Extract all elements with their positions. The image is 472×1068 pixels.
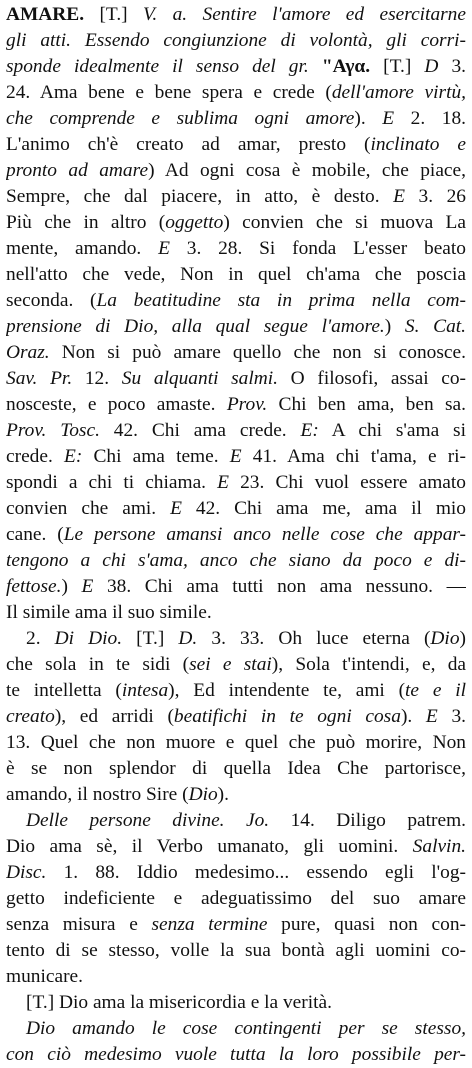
- text-run: V. a. Sentire l'amore ed esercitarne: [143, 4, 466, 25]
- text-run: Non si può amare quello che non si conosce.: [49, 342, 466, 363]
- text-run: pronto ad amare: [6, 160, 149, 181]
- text-run: 12.: [72, 368, 122, 389]
- text-line: [6, 938, 466, 964]
- text-run: ), Ed intendente te, ami (: [168, 680, 406, 701]
- text-run: Prov. Tosc.: [6, 420, 100, 441]
- text-run: 41. Ama chi t'ama, e ri-: [241, 446, 466, 467]
- text-run: Chi ben ama, ben sa.: [267, 394, 466, 415]
- text-run: 3. 28. Si fonda L'esser beato: [169, 238, 466, 259]
- text-line: [6, 2, 466, 28]
- text-run: 13. Quel che non muore e quel che può morire, Non: [6, 732, 466, 753]
- text-run: [T.]: [122, 628, 179, 649]
- text-run: D: [424, 56, 439, 77]
- text-run: Più che in altro (: [6, 212, 166, 233]
- text-run: prensione di Dio, alla qual segue l'amore.: [6, 316, 385, 337]
- text-line: [6, 132, 466, 158]
- text-line: [6, 184, 466, 210]
- text-line: [6, 314, 466, 340]
- text-run: oggetto: [165, 212, 224, 233]
- text-run: cane. (: [6, 524, 64, 545]
- text-run: 3. 26: [405, 186, 466, 207]
- text-run: La beatitudine sta in prima nella com-: [96, 290, 466, 311]
- text-run: nell'atto che vede, Non in quel ch'ama che poscia: [6, 264, 466, 285]
- text-run: Di Dio.: [54, 628, 123, 649]
- text-run: E: [425, 706, 438, 727]
- text-run: dell'amore virtù,: [331, 82, 466, 103]
- text-line: [6, 574, 466, 600]
- text-line: [6, 522, 466, 548]
- text-run: te intelletta (: [6, 680, 122, 701]
- text-line: [6, 158, 466, 184]
- text-run: Le persone amansi anco nelle cose che appar-: [63, 524, 466, 545]
- text-line: [6, 236, 466, 262]
- text-run: "Αγα.: [321, 56, 371, 77]
- text-run: E: [170, 498, 182, 519]
- text-line: [6, 470, 466, 496]
- text-run: [225, 810, 246, 831]
- text-run: ) convien che si muova La: [223, 212, 466, 233]
- text-line: [6, 704, 466, 730]
- text-line: [6, 1042, 466, 1068]
- text-line: [6, 262, 466, 288]
- headword: AMARE.: [6, 4, 85, 25]
- text-run: gli atti. Essendo congiunzione di volontà, gli corri-: [6, 30, 466, 51]
- text-run: E: [382, 108, 395, 129]
- text-run: Jo.: [246, 810, 270, 831]
- text-run: che sola in te sidi (: [6, 654, 190, 675]
- text-line: [6, 54, 466, 80]
- text-run: 42. Chi ama crede.: [99, 420, 301, 441]
- text-line: [6, 444, 466, 470]
- text-run: 2.: [26, 628, 55, 649]
- text-run: Dio: [430, 628, 460, 649]
- text-line: [6, 678, 466, 704]
- text-run: fettose.: [6, 576, 62, 597]
- text-run: Oraz.: [6, 342, 50, 363]
- text-run: te e il: [405, 680, 466, 701]
- text-run: 23. Chi vuol essere amato: [229, 472, 466, 493]
- text-line: [6, 392, 466, 418]
- text-run: A chi s'ama si: [318, 420, 466, 441]
- text-run: 42. Chi ama me, ama il mio: [181, 498, 466, 519]
- text-line: [6, 834, 466, 860]
- text-run: creato: [6, 706, 55, 727]
- text-run: Il simile ama il suo simile.: [6, 602, 212, 623]
- text-run: [T.]: [370, 56, 425, 77]
- text-line: [6, 808, 466, 834]
- text-run: O filosofi, assai co-: [278, 368, 466, 389]
- text-run: Dio ama sè, il Verbo umanato, gli uomini.: [6, 836, 413, 857]
- text-line: [6, 860, 466, 886]
- text-line: [6, 496, 466, 522]
- text-run: seconda. (: [6, 290, 97, 311]
- text-run: [T.] Dio ama la misericordia e la verità.: [26, 992, 332, 1013]
- text-run: tengono a chi s'ama, anco che siano da poco e di-: [6, 550, 466, 571]
- text-run: 14. Diligo patrem.: [269, 810, 466, 831]
- text-run: che comprende e sublima ogni amore: [6, 108, 355, 129]
- text-run: tento di se stesso, volle la sua bontà agli uomini co-: [6, 940, 466, 961]
- text-line: [6, 626, 466, 652]
- text-run: senza termine: [151, 914, 268, 935]
- text-run: Prov.: [226, 394, 268, 415]
- text-run: ).: [217, 784, 229, 805]
- text-run: 2. 18.: [394, 108, 466, 129]
- text-run: ): [459, 628, 466, 649]
- text-line: [6, 600, 466, 626]
- text-line: [6, 366, 466, 392]
- text-run: ).: [354, 108, 383, 129]
- text-run: getto indeficiente e adeguatissimo del suo amare: [6, 888, 466, 909]
- text-run: Disc.: [6, 862, 47, 883]
- text-run: ): [384, 316, 405, 337]
- text-run: D.: [178, 628, 198, 649]
- text-line: [6, 340, 466, 366]
- text-run: [T.]: [84, 4, 144, 25]
- text-line: [6, 756, 466, 782]
- text-line: [6, 964, 466, 990]
- text-run: ), Sola t'intendi, e, da: [271, 654, 466, 675]
- text-line: [6, 548, 466, 574]
- text-line: [6, 106, 466, 132]
- text-line: [6, 782, 466, 808]
- dictionary-entry-amare: [6, 2, 466, 1068]
- text-line: [6, 652, 466, 678]
- text-run: 1. 88. Iddio medesimo... essendo egli l'og-: [46, 862, 466, 883]
- text-line: [6, 288, 466, 314]
- text-run: E:: [300, 420, 319, 441]
- text-run: 3.: [437, 706, 466, 727]
- text-line: [6, 912, 466, 938]
- text-line: [6, 730, 466, 756]
- text-run: Sav. Pr.: [6, 368, 73, 389]
- text-run: Dio amando le cose contingenti per se stesso,: [26, 1018, 466, 1039]
- text-run: 38. Chi ama tutti non ama nessuno. —: [93, 576, 466, 597]
- text-run: nosceste, e poco amaste.: [6, 394, 227, 415]
- text-run: E: [81, 576, 94, 597]
- text-run: E: [158, 238, 170, 259]
- text-run: E: [393, 186, 405, 207]
- text-run: 24. Ama bene e bene spera e crede (: [6, 82, 332, 103]
- text-run: pure, quasi non con-: [267, 914, 466, 935]
- text-line: [6, 80, 466, 106]
- text-run: mente, amando.: [6, 238, 159, 259]
- text-run: ) Ad ogni cosa è mobile, che piace,: [148, 160, 466, 181]
- text-run: ), ed arridi (: [54, 706, 174, 727]
- text-run: Delle persone divine.: [26, 810, 225, 831]
- text-run: ): [61, 576, 82, 597]
- text-line: [6, 1016, 466, 1042]
- text-run: crede.: [6, 446, 64, 467]
- text-run: E: [217, 472, 229, 493]
- text-run: sponde idealmente il senso del gr.: [6, 56, 322, 77]
- text-line: [6, 418, 466, 444]
- text-line: [6, 990, 466, 1016]
- text-run: Salvin.: [412, 836, 466, 857]
- text-run: senza misura e: [6, 914, 152, 935]
- text-run: Sempre, che dal piacere, in atto, è desto.: [6, 186, 394, 207]
- text-run: convien che ami.: [6, 498, 171, 519]
- text-run: Su alquanti salmi.: [121, 368, 279, 389]
- text-run: inclinato e: [370, 134, 466, 155]
- text-run: Chi ama teme.: [82, 446, 230, 467]
- text-line: [6, 28, 466, 54]
- text-run: spondi a chi ti chiama.: [6, 472, 218, 493]
- text-line: [6, 886, 466, 912]
- text-run: intesa: [121, 680, 169, 701]
- text-run: 3. 33. Oh luce eterna (: [197, 628, 431, 649]
- text-run: Dio: [188, 784, 218, 805]
- text-run: è se non splendor di quella Idea Che partorisce,: [6, 758, 466, 779]
- text-run: 3.: [438, 56, 466, 77]
- text-run: municare.: [6, 966, 83, 987]
- text-run: con ciò medesimo vuole tutta la loro possibile per-: [6, 1044, 466, 1065]
- text-run: E: [229, 446, 242, 467]
- text-run: sei e stai: [189, 654, 272, 675]
- text-line: [6, 210, 466, 236]
- text-run: E:: [63, 446, 83, 467]
- text-run: beatifichi in te ogni cosa: [173, 706, 401, 727]
- text-run: amando, il nostro Sire (: [6, 784, 189, 805]
- text-run: ).: [400, 706, 426, 727]
- text-run: S. Cat.: [404, 316, 466, 337]
- text-run: L'animo ch'è creato ad amar, presto (: [6, 134, 371, 155]
